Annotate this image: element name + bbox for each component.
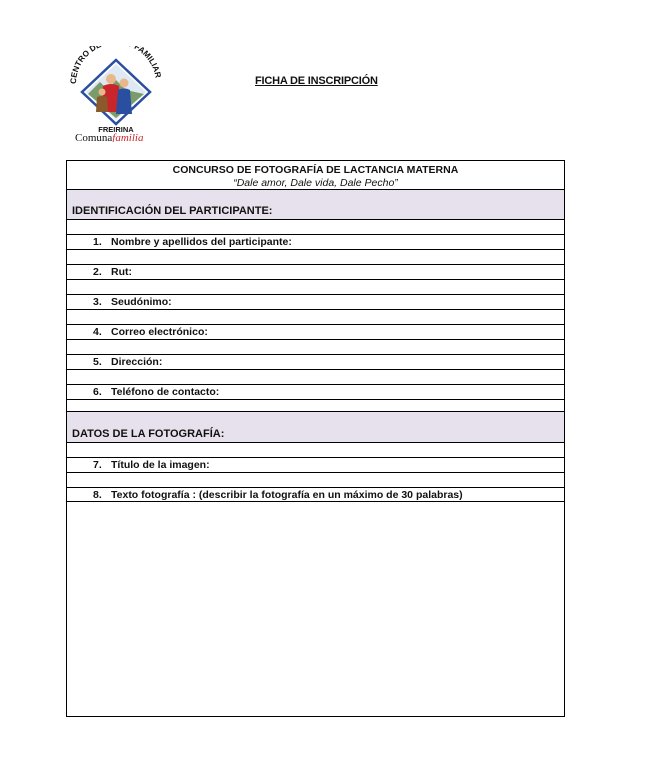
field-number: 3. [93,296,102,308]
blank-row [67,400,564,412]
field-label: Dirección: [111,356,163,368]
logo-place-text: FREIRINA [98,125,134,134]
section-photo [67,412,564,443]
field-email[interactable] [67,325,564,340]
field-rut[interactable] [67,265,564,280]
document-title: FICHA DE INSCRIPCIÓN [255,75,378,87]
field-label: Rut: [111,266,132,278]
field-number: 5. [93,356,102,368]
photo-text-area[interactable] [67,502,564,716]
section-photo-label: DATOS DE LA FOTOGRAFÍA: [72,428,225,440]
blank-row [67,340,564,355]
field-number: 4. [93,326,102,338]
blank-row [67,370,564,385]
field-pseudonym[interactable] [67,295,564,310]
blank-row [67,473,564,488]
field-label: Correo electrónico: [111,326,208,338]
field-label: Seudónimo: [111,296,172,308]
field-number: 8. [93,488,102,501]
field-label: Teléfono de contacto: [111,386,220,398]
field-number: 2. [93,266,102,278]
contest-header [67,161,564,190]
field-number: 1. [93,236,102,248]
field-label: Texto fotografía : (describir la fotografía en un máximo de 30 palabras) [111,488,463,501]
field-number: 7. [93,459,102,471]
section-participant-label: IDENTIFICACIÓN DEL PARTICIPANTE: [72,205,273,217]
field-photo-text[interactable] [67,488,564,502]
section-participant [67,190,564,220]
field-image-title[interactable] [67,458,564,473]
blank-row [67,443,564,458]
field-full-name[interactable] [67,235,564,250]
blank-row [67,310,564,325]
blank-row [67,220,564,235]
blank-row [67,250,564,265]
contest-slogan: “Dale amor, Dale vida, Dale Pecho” [233,177,398,189]
field-address[interactable] [67,355,564,370]
field-phone[interactable] [67,385,564,400]
contest-name: CONCURSO DE FOTOGRAFÍA DE LACTANCIA MATERNA [172,164,459,176]
registration-form [66,160,565,717]
field-label: Nombre y apellidos del participante: [111,236,292,248]
field-label: Título de la imagen: [111,459,210,471]
logo-arc-text: CENTRO D FAMILIAR [68,46,163,85]
field-number: 6. [93,386,102,398]
health-center-logo [66,46,166,142]
logo-brand-text: Comunafamilia [75,132,144,142]
blank-row [67,280,564,295]
